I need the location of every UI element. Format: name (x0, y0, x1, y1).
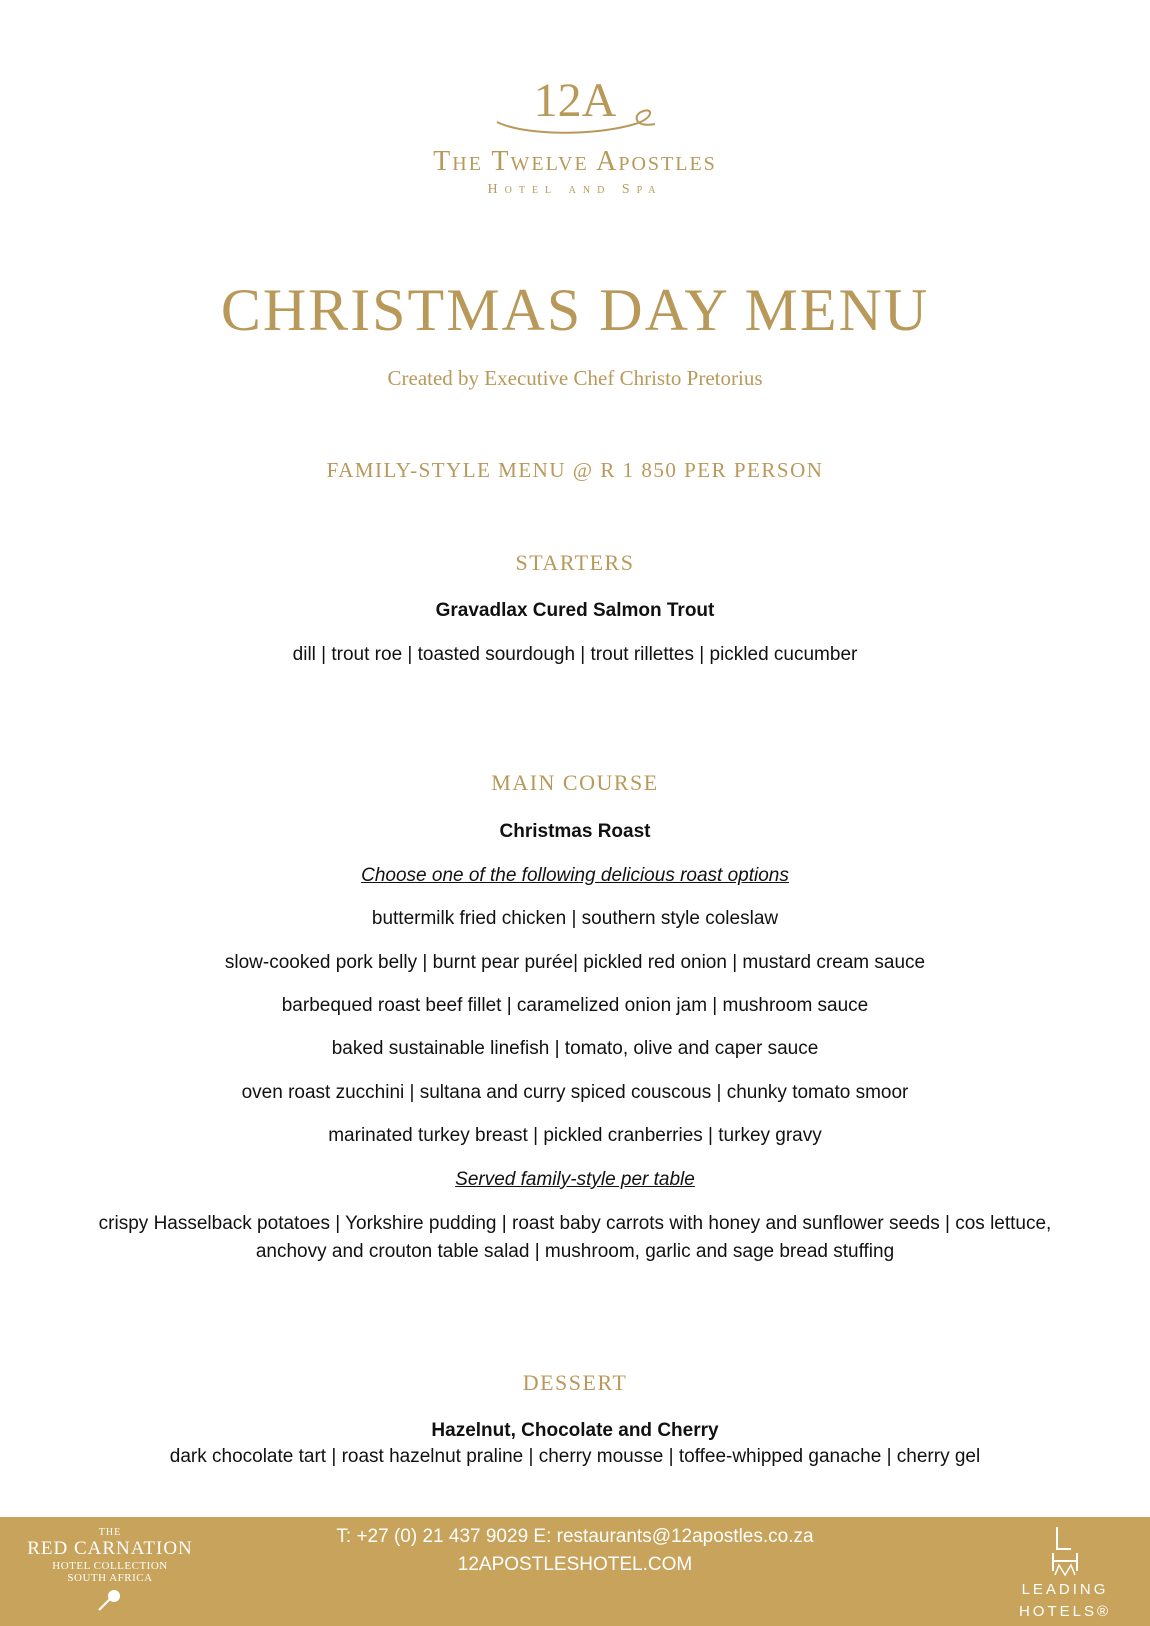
main-option: buttermilk fried chicken | southern style coleslaw (371, 908, 779, 929)
main-option: slow-cooked pork belly | burnt pear purée| pickled red onion | mustard cream sauce (224, 952, 926, 973)
footer-contact (0, 1523, 1150, 1579)
sides-line-1: crispy Hasselback potatoes | Yorkshire pudding | roast baby carrots with honey and sunflower seeds | cos lettuce, (98, 1213, 1052, 1234)
leading-hotels-logo (1010, 1525, 1120, 1621)
main-option: barbequed roast beef fillet | caramelized onion jam | mushroom sauce (281, 995, 869, 1016)
dessert-heading: DESSERT (522, 1370, 628, 1395)
footer-band (0, 1517, 1150, 1626)
carnation-flower-icon (95, 1588, 125, 1612)
starters-description: dill | trout roe | toasted sourdough | trout rillettes | pickled cucumber (292, 644, 858, 665)
hotel-logo (0, 72, 1150, 198)
main-course-dish: Christmas Roast (499, 821, 651, 842)
contact-line[interactable]: T: +27 (0) 21 437 9029 E: restaurants@12apostles.co.za (336, 1526, 814, 1547)
logo-monogram-icon (485, 72, 665, 144)
logo-subtitle: Hotel and Spa (487, 182, 663, 197)
main-option: oven roast zucchini | sultana and curry spiced couscous | chunky tomato smoor (241, 1082, 909, 1103)
main-option: marinated turkey breast | pickled cranberries | turkey gravy (328, 1125, 822, 1146)
page-title: CHRISTMAS DAY MENU (220, 277, 930, 343)
leading-hotels-line1: LEADING (1021, 1581, 1109, 1598)
main-option: baked sustainable linefish | tomato, olive and caper sauce (331, 1038, 819, 1059)
dessert-dish: Hazelnut, Chocolate and Cherry (431, 1420, 719, 1441)
red-carnation-the: THE (98, 1527, 122, 1538)
starters-dish: Gravadlax Cured Salmon Trout (435, 600, 715, 621)
main-course-heading: MAIN COURSE (491, 770, 659, 795)
website-link[interactable]: 12APOSTLESHOTEL.COM (457, 1554, 693, 1575)
red-carnation-line2: SOUTH AFRICA (67, 1572, 153, 1584)
lhw-monogram-icon (1045, 1525, 1085, 1577)
red-carnation-line1: HOTEL COLLECTION (52, 1560, 168, 1572)
leading-hotels-line2: HOTELS® (1018, 1603, 1112, 1620)
sides-line-2: anchovy and crouton table salad | mushroom, garlic and sage bread stuffing (255, 1241, 895, 1262)
logo-name: The Twelve Apostles (433, 146, 717, 177)
dessert-description: dark chocolate tart | roast hazelnut praline | cherry mousse | toffee-whipped ganache | cherry gel (169, 1446, 981, 1467)
chef-credit: Created by Executive Chef Christo Pretorius (387, 366, 763, 390)
starters-heading: STARTERS (515, 550, 635, 575)
choose-note: Choose one of the following delicious roast options (361, 865, 789, 886)
served-note: Served family-style per table (455, 1169, 695, 1190)
svg-text:12A: 12A (533, 74, 617, 127)
price-line: FAMILY-STYLE MENU @ R 1 850 PER PERSON (326, 458, 824, 482)
red-carnation-name: RED CARNATION (27, 1538, 193, 1559)
